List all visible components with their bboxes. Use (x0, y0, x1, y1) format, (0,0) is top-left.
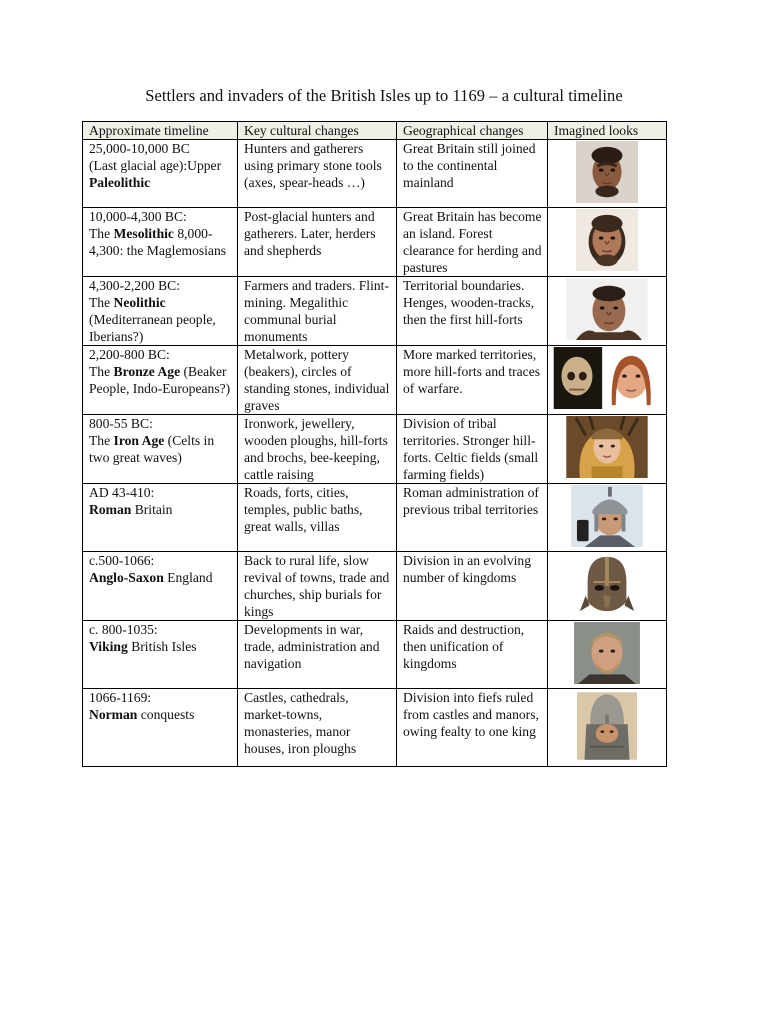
mesolithic-man-image (575, 209, 639, 275)
period-note: (Beaker People, Indo-Europeans?) (89, 364, 231, 396)
period-note: British Isles (127, 639, 197, 654)
timeline-cell (83, 140, 238, 208)
imagined-looks-cell (548, 208, 667, 277)
geographical-changes-cell: Division in an evolving number of kingdoms (397, 552, 548, 621)
geographical-changes-cell: Great Britain still joined to the continental mainland (397, 140, 548, 208)
header-geographical: Geographical changes (397, 122, 548, 140)
table-row (83, 140, 667, 208)
timeline-cell (83, 552, 238, 621)
imagined-looks-cell (548, 415, 667, 484)
geographical-changes-cell: More marked territories, more hill-forts and traces of warfare. (397, 346, 548, 415)
cultural-changes-cell: Post-glacial hunters and gatherers. Later, herders and shepherds (238, 208, 397, 277)
header-row (83, 122, 667, 140)
period-name: Mesolithic (113, 226, 174, 241)
cultural-changes-cell: Farmers and traders. Flint-mining. Megalithic communal burial monuments (238, 277, 397, 346)
geographical-changes-cell: Division into fiefs ruled from castles and manors, owing fealty to one king (397, 689, 548, 767)
period-note: conquests (137, 707, 195, 722)
imagined-looks-cell (548, 277, 667, 346)
imagined-looks-cell (548, 484, 667, 552)
period-prefix: The (89, 364, 114, 379)
period-dates: 800-55 BC: (89, 416, 153, 431)
period-prefix: (Last glacial age): (89, 158, 188, 173)
cultural-changes-cell: Metalwork, pottery (beakers), circles of standing stones, individual graves (238, 346, 397, 415)
period-dates: 4,300-2,200 BC: (89, 278, 181, 293)
header-timeline: Approximate timeline (83, 122, 238, 140)
period-prefix: The (89, 295, 114, 310)
period-name: Norman (89, 707, 138, 722)
timeline-cell (83, 208, 238, 277)
period-note: (Mediterranean people, Iberians?) (89, 312, 216, 344)
table-row (83, 346, 667, 415)
period-name: Anglo-Saxon (89, 570, 164, 585)
period-note: Britain (131, 502, 173, 517)
timeline-cell (83, 484, 238, 552)
table-row (83, 277, 667, 346)
period-name: Neolithic (113, 295, 166, 310)
period-name: Roman (89, 502, 132, 517)
document-title: Settlers and invaders of the British Isles up to 1169 – a cultural timeline (145, 86, 623, 105)
imagined-looks-cell (548, 689, 667, 767)
period-dates: 10,000-4,300 BC: (89, 209, 187, 224)
timeline-cell (83, 415, 238, 484)
period-name: Paleolithic (89, 175, 151, 190)
period-dates: c. 800-1035: (89, 622, 158, 637)
period-name: Viking (89, 639, 128, 654)
timeline-cell (83, 689, 238, 767)
table-row (83, 208, 667, 277)
norman-knight-image (577, 692, 637, 764)
table-row (83, 552, 667, 621)
neolithic-man-image (565, 278, 649, 344)
table-row (83, 689, 667, 767)
period-prefix: The (89, 226, 114, 241)
imagined-looks-cell (548, 552, 667, 621)
table-row (83, 621, 667, 689)
period-note: 8,000-4,300: the Maglemosians (89, 226, 227, 258)
cultural-changes-cell: Ironwork, jewellery, wooden ploughs, hill-forts and brochs, bee-keeping, cattle raising (238, 415, 397, 484)
imagined-looks-cell (548, 140, 667, 208)
cultural-changes-cell: Castles, cathedrals, market-towns, monasteries, manor houses, iron ploughs (238, 689, 397, 767)
geographical-changes-cell: Territorial boundaries. Henges, wooden-tracks, then the first hill-forts (397, 277, 548, 346)
timeline-table (82, 121, 667, 767)
anglo-saxon-helmet-image (575, 553, 639, 619)
cultural-changes-cell: Developments in war, trade, administration and navigation (238, 621, 397, 689)
cultural-changes-cell: Back to rural life, slow revival of towns, trade and churches, ship burials for kings (238, 552, 397, 621)
period-prefix: The (89, 433, 114, 448)
period-dates: 25,000-10,000 BC (89, 141, 190, 156)
period-name: Bronze Age (113, 364, 181, 379)
geographical-changes-cell: Division of tribal territories. Stronger hill-forts. Celtic fields (small farming fields) (397, 415, 548, 484)
neanderthal-face-image (575, 141, 639, 207)
period-prefix-2: Upper (187, 158, 222, 173)
period-dates: AD 43-410: (89, 485, 155, 500)
period-name: Iron Age (113, 433, 165, 448)
cultural-changes-cell: Hunters and gatherers using primary stone tools (axes, spear-heads …) (238, 140, 397, 208)
geographical-changes-cell: Raids and destruction, then unification of kingdoms (397, 621, 548, 689)
geographical-changes-cell: Roman administration of previous tribal territories (397, 484, 548, 552)
period-dates: 2,200-800 BC: (89, 347, 170, 362)
table-row (83, 484, 667, 552)
imagined-looks-cell (548, 346, 667, 415)
timeline-cell (83, 621, 238, 689)
period-dates: 1066-1169: (89, 690, 152, 705)
geographical-changes-cell: Great Britain has become an island. Forest clearance for herding and pastures (397, 208, 548, 277)
viking-warrior-image (573, 622, 641, 688)
period-note: England (163, 570, 213, 585)
roman-soldier-image (570, 485, 644, 551)
period-dates: c.500-1066: (89, 553, 155, 568)
celtic-warrior-woman-image (565, 416, 649, 482)
timeline-cell (83, 277, 238, 346)
cultural-changes-cell: Roads, forts, cities, temples, public baths, great walls, villas (238, 484, 397, 552)
table-row (83, 415, 667, 484)
header-looks: Imagined looks (548, 122, 667, 140)
timeline-cell (83, 346, 238, 415)
header-cultural: Key cultural changes (238, 122, 397, 140)
period-note: (Celts in two great waves) (89, 433, 215, 465)
imagined-looks-cell (548, 621, 667, 689)
skull-and-woman-image (552, 347, 662, 413)
